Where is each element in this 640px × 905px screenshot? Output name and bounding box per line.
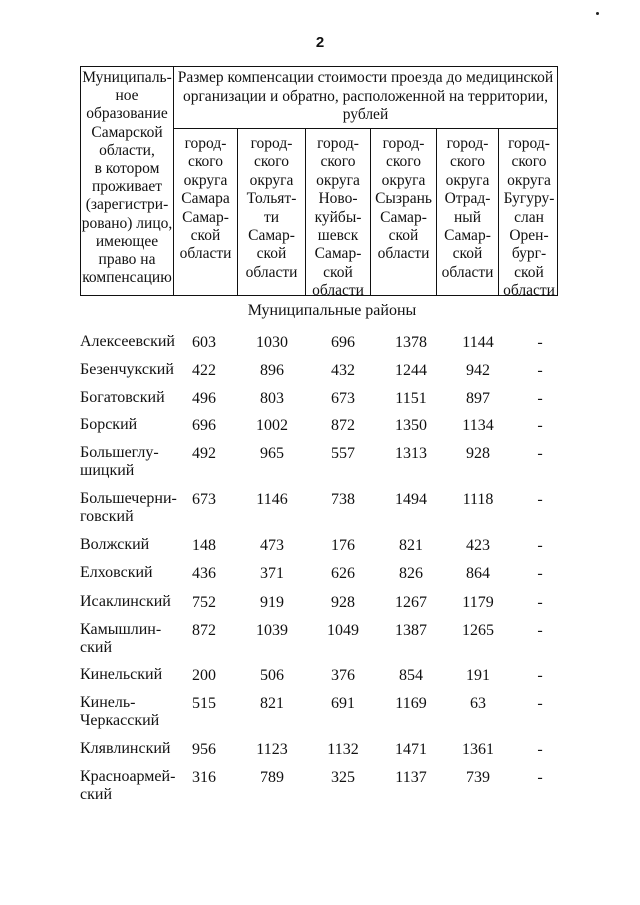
compensation-value: 739: [466, 769, 490, 786]
district-name: [80, 416, 180, 434]
scan-speck: [596, 12, 599, 15]
header-city-line: город-: [446, 135, 489, 152]
compensation-value: 325: [331, 769, 355, 786]
compensation-value: 738: [331, 491, 355, 508]
header-city-line: области: [245, 263, 298, 281]
header-left-line: право на: [98, 251, 156, 269]
district-name: [80, 593, 180, 611]
compensation-value: 872: [331, 417, 355, 434]
compensation-value: 423: [466, 537, 490, 554]
district-name: [80, 666, 180, 684]
header-top-line: организации и обратно, расположенной на территории,: [182, 87, 549, 105]
district-name: [80, 536, 180, 554]
compensation-value: 696: [192, 417, 216, 434]
header-city-columns: [174, 129, 557, 300]
compensation-value: 752: [192, 594, 216, 611]
district-name-line: Кинель-: [80, 694, 136, 711]
compensation-value: 872: [192, 622, 216, 639]
compensation-value: 826: [399, 565, 423, 582]
header-left-line: (зарегистри-: [85, 196, 169, 214]
compensation-value: 1118: [462, 491, 494, 508]
header-city-line: ского: [511, 153, 547, 171]
district-name-line: Клявлинский: [80, 740, 171, 757]
compensation-value: 1313: [395, 445, 427, 462]
compensation-value: 956: [192, 741, 216, 758]
compensation-value: 176: [331, 537, 355, 554]
district-name-line: Кинельский: [80, 666, 163, 683]
compensation-value: -: [537, 390, 543, 407]
compensation-value: 200: [192, 667, 216, 684]
header-city-line: ского: [385, 153, 422, 171]
header-city-line: ской: [514, 263, 544, 281]
compensation-value: 1387: [395, 622, 427, 639]
compensation-value: -: [537, 362, 543, 379]
header-left-line: Самарской: [91, 123, 163, 141]
compensation-value: 432: [331, 362, 355, 379]
compensation-value: -: [537, 695, 543, 712]
compensation-value: 1267: [395, 594, 427, 611]
district-name: [80, 768, 180, 804]
header-city-line: округа: [249, 171, 294, 189]
district-name: [80, 361, 180, 379]
header-city-line: Сызрань: [375, 190, 432, 208]
district-name-line: Богатовский: [80, 389, 165, 406]
compensation-value: 473: [260, 537, 284, 554]
header-city-line: Самар-: [380, 208, 427, 226]
header-city-line: бург-: [511, 245, 547, 263]
compensation-value: -: [537, 491, 543, 508]
compensation-value: 897: [466, 390, 490, 407]
header-city-line: ской: [256, 245, 287, 263]
district-name-line: Борский: [80, 416, 138, 433]
district-name-line: ский: [80, 786, 112, 803]
header-left-line: ровано) лицо,: [81, 214, 173, 232]
compensation-value: 1144: [462, 334, 494, 351]
district-name: [80, 621, 180, 657]
header-left-line: имеющее: [95, 232, 159, 250]
compensation-value: 603: [192, 334, 216, 351]
district-name-line: Красноармей-: [80, 768, 176, 785]
header-city-column: [437, 129, 499, 295]
compensation-value: 1039: [256, 622, 288, 639]
header-municipality-column: [81, 67, 174, 295]
header-city-line: области: [179, 245, 232, 263]
compensation-value: 1179: [462, 594, 494, 611]
compensation-value: 1030: [256, 334, 288, 351]
compensation-value: 626: [331, 565, 355, 582]
header-city-line: области: [503, 282, 555, 300]
compensation-value: 496: [192, 390, 216, 407]
compensation-value: -: [537, 741, 543, 758]
header-city-column: [499, 129, 559, 300]
district-name-line: говский: [80, 508, 134, 525]
compensation-value: 316: [192, 769, 216, 786]
compensation-value: 1123: [256, 741, 288, 758]
compensation-value: -: [537, 667, 543, 684]
header-left-line: ное: [115, 87, 139, 105]
compensation-value: -: [537, 622, 543, 639]
header-top-line: рублей: [342, 106, 389, 123]
compensation-value: 821: [399, 537, 423, 554]
header-city-line: ской: [452, 245, 483, 263]
compensation-value: 928: [466, 445, 490, 462]
header-left-line: в котором: [94, 160, 160, 178]
header-city-line: Самар-: [444, 227, 491, 245]
compensation-value: -: [537, 769, 543, 786]
compensation-value: 1049: [327, 622, 359, 639]
header-city-line: город-: [184, 135, 227, 152]
compensation-value: -: [537, 537, 543, 554]
district-name-line: Безенчукский: [80, 361, 174, 378]
compensation-value: 673: [192, 491, 216, 508]
table-header: [80, 66, 558, 300]
header-city-line: области: [377, 245, 430, 263]
compensation-value: -: [537, 565, 543, 582]
compensation-value: 148: [192, 537, 216, 554]
compensation-value: 896: [260, 362, 284, 379]
compensation-value: -: [537, 417, 543, 434]
compensation-value: 436: [192, 565, 216, 582]
district-name-line: Алексеевский: [80, 333, 175, 350]
compensation-value: 1471: [395, 741, 427, 758]
header-city-line: округа: [183, 171, 228, 189]
compensation-value: 376: [331, 667, 355, 684]
compensation-value: 691: [331, 695, 355, 712]
header-city-line: округа: [445, 171, 490, 189]
header-city-line: город-: [508, 135, 550, 152]
district-name-line: Исаклинский: [80, 593, 171, 610]
header-left-line: образование: [86, 105, 168, 123]
header-city-line: ской: [190, 227, 221, 245]
header-city-line: ского: [253, 153, 290, 171]
header-left-line: Муниципаль-: [82, 69, 172, 86]
district-name: [80, 564, 180, 582]
compensation-value: 1169: [395, 695, 427, 712]
header-city-line: округа: [381, 171, 426, 189]
compensation-value: -: [537, 334, 543, 351]
header-left-line: компенсацию: [82, 269, 172, 287]
compensation-value: 1132: [327, 741, 359, 758]
compensation-value: 1494: [395, 491, 427, 508]
header-city-line: округа: [316, 171, 360, 189]
district-name: [80, 444, 180, 480]
header-city-column: [238, 129, 306, 295]
compensation-value: 965: [260, 445, 284, 462]
header-city-line: Отрад-: [444, 190, 491, 208]
header-city-line: Бугуру-: [503, 190, 555, 208]
header-city-line: области: [312, 282, 364, 300]
compensation-value: 1378: [395, 334, 427, 351]
compensation-value: 789: [260, 769, 284, 786]
district-name: [80, 694, 180, 730]
compensation-value: 942: [466, 362, 490, 379]
header-city-line: ского: [449, 153, 486, 171]
header-compensation-title: [174, 67, 557, 129]
compensation-value: 1134: [462, 417, 494, 434]
header-city-line: ского: [320, 153, 356, 171]
district-name-line: шицкий: [80, 462, 135, 479]
header-city-line: округа: [507, 171, 551, 189]
header-city-column: [371, 129, 437, 295]
district-name: [80, 740, 180, 758]
header-city-line: Самар-: [182, 208, 229, 226]
compensation-value: 821: [260, 695, 284, 712]
district-name-line: Волжский: [80, 536, 150, 553]
compensation-value: 515: [192, 695, 216, 712]
header-left-line: проживает: [91, 178, 163, 196]
header-city-line: Самар-: [248, 227, 295, 245]
compensation-value: 492: [192, 445, 216, 462]
header-city-line: ти: [263, 208, 280, 226]
compensation-value: 854: [399, 667, 423, 684]
district-name: [80, 490, 180, 526]
compensation-value: 1146: [256, 491, 288, 508]
header-city-line: ской: [388, 227, 419, 245]
compensation-value: 673: [331, 390, 355, 407]
compensation-value: -: [537, 445, 543, 462]
header-city-line: куйбы-: [314, 208, 362, 226]
header-left-line: области,: [99, 141, 155, 159]
compensation-value: 506: [260, 667, 284, 684]
header-city-line: Ново-: [318, 190, 358, 208]
header-city-line: Тольят-: [246, 190, 297, 208]
compensation-value: 928: [331, 594, 355, 611]
district-name-line: Елховский: [80, 564, 153, 581]
compensation-value: 1265: [462, 622, 494, 639]
district-name-line: ский: [80, 639, 112, 656]
header-top-line: Размер компенсации стоимости проезда до медицинской: [177, 69, 554, 86]
compensation-value: 1151: [395, 390, 427, 407]
header-city-line: город-: [250, 135, 293, 152]
header-city-line: ской: [323, 263, 353, 281]
compensation-value: 63: [470, 695, 486, 712]
section-title: Муниципальные районы: [247, 302, 417, 319]
compensation-value: 557: [331, 445, 355, 462]
compensation-value: 696: [331, 334, 355, 351]
header-city-line: Самар-: [314, 245, 362, 263]
district-name: [80, 333, 180, 351]
header-city-line: области: [441, 263, 494, 281]
compensation-value: 1361: [462, 741, 494, 758]
header-city-line: шевск: [317, 227, 359, 245]
header-city-line: Самара: [181, 190, 230, 208]
header-city-column: [174, 129, 238, 295]
compensation-value: -: [537, 594, 543, 611]
header-city-line: слан: [514, 208, 544, 226]
header-city-line: город-: [317, 135, 359, 152]
district-name-line: Камышлин-: [80, 621, 162, 638]
compensation-value: 864: [466, 565, 490, 582]
header-city-column: [306, 129, 371, 300]
compensation-value: 371: [260, 565, 284, 582]
compensation-value: 422: [192, 362, 216, 379]
compensation-value: 1244: [395, 362, 427, 379]
compensation-value: 1137: [395, 769, 427, 786]
compensation-value: 1350: [395, 417, 427, 434]
header-city-line: город-: [382, 135, 425, 152]
compensation-value: 1002: [256, 417, 288, 434]
header-city-line: ского: [187, 153, 224, 171]
compensation-value: 919: [260, 594, 284, 611]
compensation-value: 803: [260, 390, 284, 407]
header-city-line: Орен-: [509, 227, 549, 245]
district-name-line: Большечерни-: [80, 490, 177, 507]
district-name-line: Большеглу-: [80, 444, 159, 461]
header-city-line: ный: [453, 208, 481, 226]
district-name: [80, 389, 180, 407]
page-number: 2: [315, 34, 325, 51]
district-name-line: Черкасский: [80, 712, 160, 729]
compensation-value: 191: [466, 667, 490, 684]
